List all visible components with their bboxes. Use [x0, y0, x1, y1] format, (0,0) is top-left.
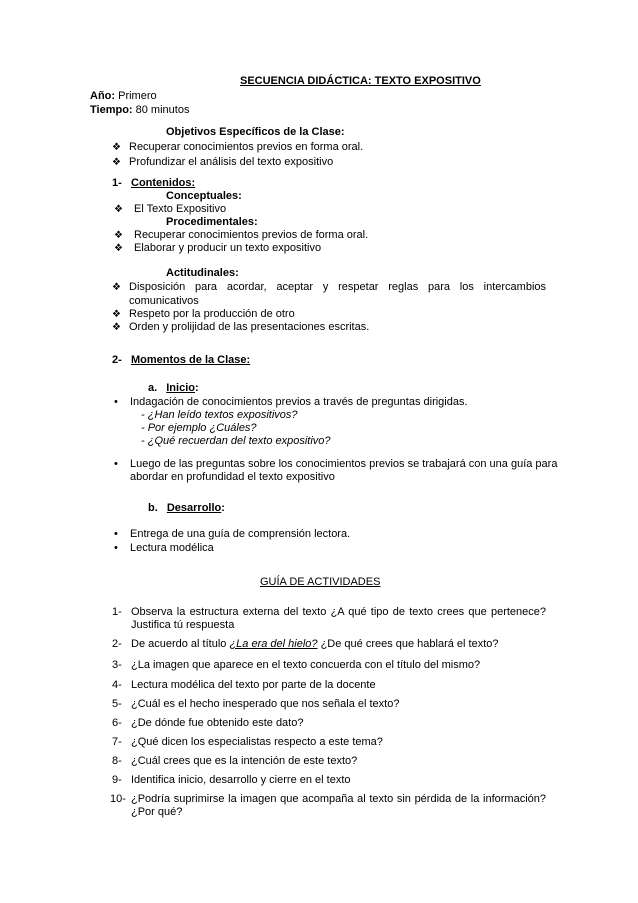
inicio-question: - ¿Han leído textos expositivos? [141, 409, 298, 421]
guide-item-number: 10- [110, 793, 126, 805]
year-line [90, 90, 157, 103]
procedural-heading: Procedimentales: [166, 216, 258, 228]
desarrollo-bullet: Entrega de una guía de comprensión lectora. [130, 528, 351, 540]
guide-heading: GUÍA DE ACTIVIDADES [260, 576, 381, 588]
attitudinal-item: Disposición para acordar, aceptar y respetar reglas para los intercambios [129, 281, 546, 293]
diamond-bullet-icon: ❖ [114, 204, 123, 215]
desarrollo-label: Desarrollo [166, 502, 222, 514]
desarrollo-bullet: Lectura modélica [130, 542, 214, 554]
guide-item: ¿Qué dicen los especialistas respecto a este tema? [131, 736, 383, 748]
conceptual-item: El Texto Expositivo [134, 203, 227, 215]
guide-item-continued: Justifica tú respuesta [131, 619, 235, 631]
guide-item-number: 4- [112, 679, 122, 691]
diamond-bullet-icon: ❖ [112, 322, 121, 333]
desarrollo-colon: : [221, 502, 225, 514]
attitudinal-item: Respeto por la producción de otro [129, 308, 295, 320]
contents-number: 1- [112, 177, 122, 189]
time-line [90, 104, 189, 117]
inicio-bullet: Indagación de conocimientos previos a través de preguntas dirigidas. [130, 396, 468, 408]
guide-item-number: 3- [112, 659, 122, 671]
attitudinal-item: Orden y prolijidad de las presentaciones escritas. [129, 321, 370, 333]
inicio-colon: : [194, 382, 199, 394]
guide-item-number: 2- [112, 638, 122, 650]
bullet-icon: • [114, 396, 118, 408]
guide-item: ¿Cuál crees que es la intención de este texto? [131, 755, 358, 767]
page-title: SECUENCIA DIDÁCTICA: TEXTO EXPOSITIVO [240, 75, 481, 87]
time-value: 80 minutos [135, 104, 190, 116]
guide-item-title: ¿La era del hielo? [229, 638, 318, 650]
guide-item-number: 8- [112, 755, 122, 767]
guide-item-text: De acuerdo al título [131, 638, 230, 650]
desarrollo-letter: b. [148, 502, 158, 514]
inicio-letter: a. [148, 382, 158, 394]
bullet-icon: • [114, 528, 118, 540]
diamond-bullet-icon: ❖ [112, 309, 121, 320]
inicio-label: Inicio [166, 382, 195, 394]
diamond-bullet-icon: ❖ [114, 230, 123, 241]
bullet-icon: • [114, 542, 118, 554]
objective-item: Recuperar conocimientos previos en forma oral. [129, 141, 364, 153]
diamond-bullet-icon: ❖ [112, 157, 121, 168]
year-value: Primero [118, 90, 157, 102]
guide-item: Identifica inicio, desarrollo y cierre en el texto [131, 774, 351, 786]
conceptual-heading: Conceptuales: [166, 190, 242, 202]
bullet-icon: • [114, 458, 118, 470]
guide-item: ¿Podría suprimirse la imagen que acompaña al texto sin pérdida de la información? [131, 793, 546, 805]
desarrollo-heading [148, 502, 225, 515]
procedural-item: Recuperar conocimientos previos de forma oral. [134, 229, 369, 241]
guide-item-number: 7- [112, 736, 122, 748]
procedural-item: Elaborar y producir un texto expositivo [134, 242, 322, 254]
inicio-question: - Por ejemplo ¿Cuáles? [141, 422, 257, 434]
guide-item-number: 9- [112, 774, 122, 786]
inicio-bullet-continued: abordar en profundidad el texto expositivo [130, 471, 335, 483]
inicio-bullet: Luego de las preguntas sobre los conocimientos previos se trabajará con una guía para [130, 458, 558, 470]
time-label: Tiempo: [90, 104, 133, 116]
guide-item: ¿Cuál es el hecho inesperado que nos señala el texto? [131, 698, 400, 710]
attitudinal-heading: Actitudinales: [166, 267, 239, 279]
guide-item: ¿La imagen que aparece en el texto concuerda con el título del mismo? [131, 659, 481, 671]
guide-item: Lectura modélica del texto por parte de la docente [131, 679, 376, 691]
guide-item-number: 1- [112, 606, 122, 618]
objectives-heading: Objetivos Específicos de la Clase: [166, 126, 345, 138]
diamond-bullet-icon: ❖ [112, 282, 121, 293]
guide-item [131, 638, 499, 651]
attitudinal-item-continued: comunicativos [129, 295, 199, 307]
guide-item: Observa la estructura externa del texto ¿A qué tipo de texto crees que pertenece? [131, 606, 546, 618]
diamond-bullet-icon: ❖ [112, 142, 121, 153]
objective-item: Profundizar el análisis del texto expositivo [129, 156, 334, 168]
guide-item-text: ¿De qué crees que hablará el texto? [317, 638, 499, 650]
inicio-heading [148, 382, 199, 395]
guide-item-number: 5- [112, 698, 122, 710]
moments-heading: Momentos de la Clase: [131, 354, 251, 366]
moments-number: 2- [112, 354, 122, 366]
guide-item-continued: ¿Por qué? [131, 806, 183, 818]
year-label: Año: [90, 90, 116, 102]
guide-item: ¿De dónde fue obtenido este dato? [131, 717, 304, 729]
inicio-question: - ¿Qué recuerdan del texto expositivo? [141, 435, 331, 447]
diamond-bullet-icon: ❖ [114, 243, 123, 254]
contents-heading: Contenidos: [131, 177, 196, 189]
guide-item-number: 6- [112, 717, 122, 729]
